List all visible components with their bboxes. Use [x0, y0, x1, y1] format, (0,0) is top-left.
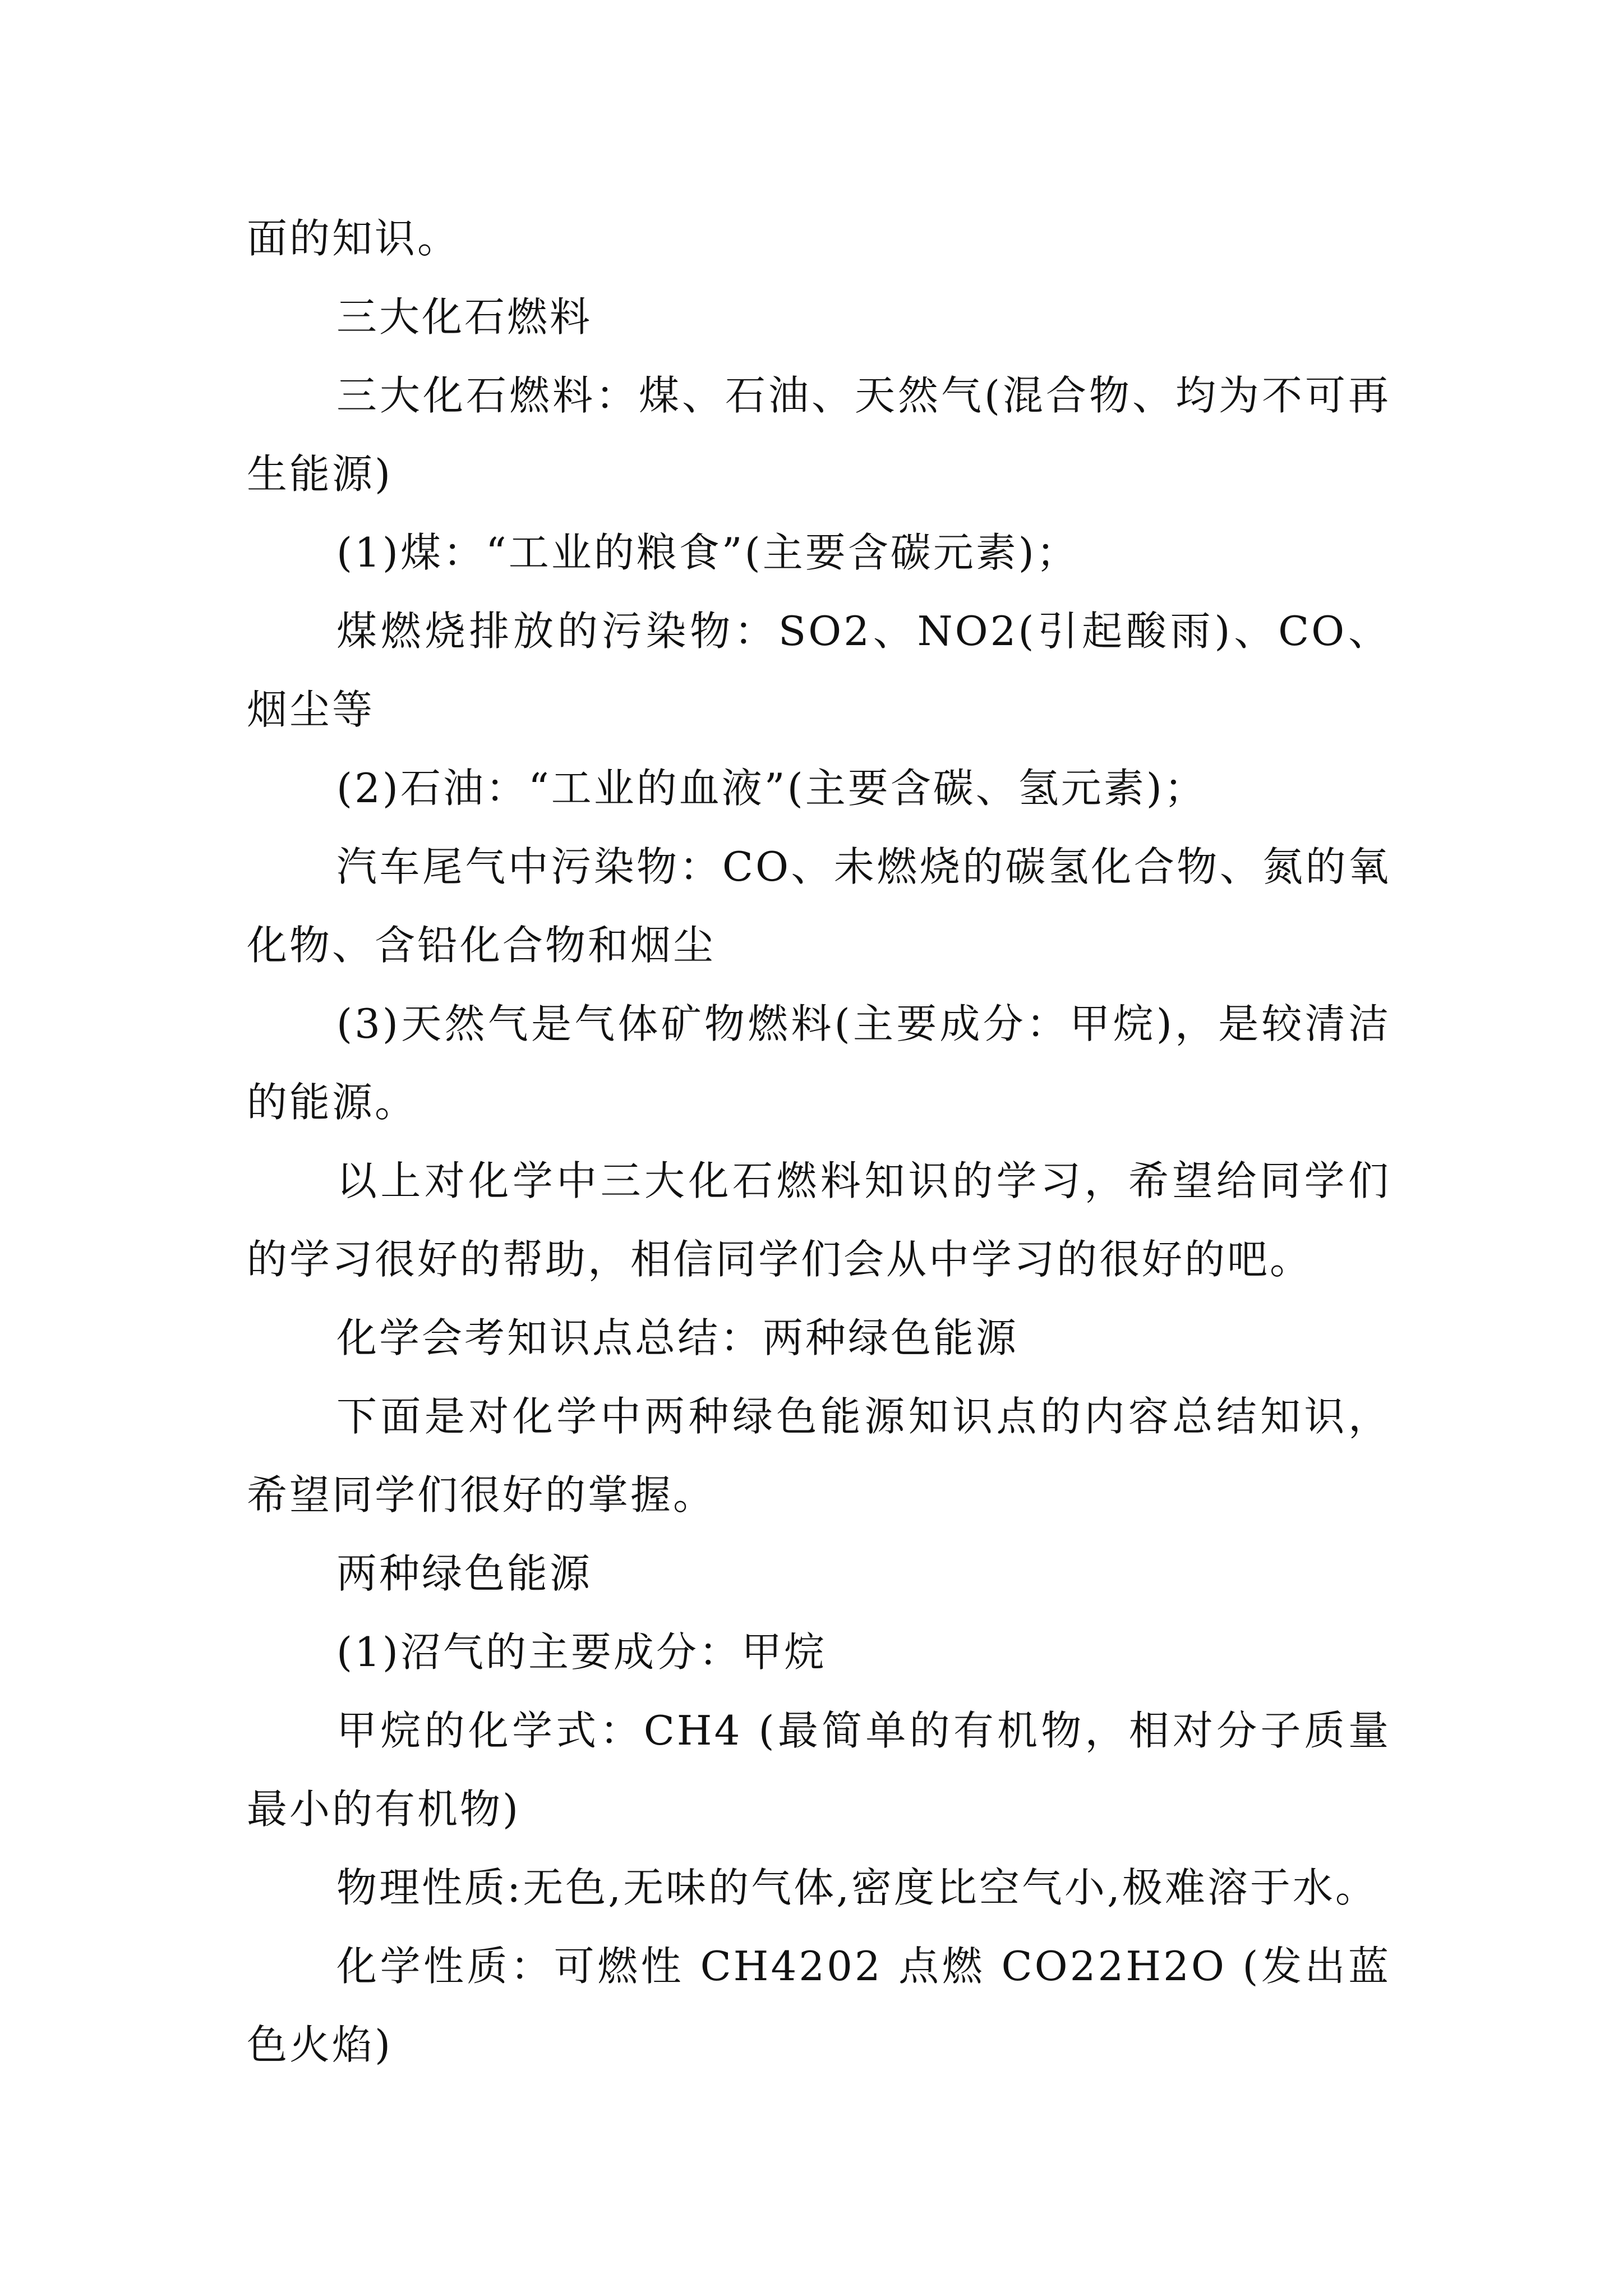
paragraph-coal: (1)煤：“工业的粮食”(主要含碳元素)；: [336, 529, 1079, 576]
paragraph-summary: 以上对化学中三大化石燃料知识的学习，希望给同学们的学习很好的帮助，相信同学们会从中学习的很好的吧。: [247, 1157, 1391, 1283]
document-page: [247, 199, 1391, 2084]
paragraph-physical-properties: 物理性质:无色,无味的气体,密度比空气小,极难溶于水。: [336, 1864, 1378, 1911]
paragraph-petroleum: (2)石油：“工业的血液”(主要含碳、氢元素)；: [336, 765, 1207, 812]
paragraph-green-energy-intro: 下面是对化学中两种绿色能源知识点的内容总结知识，希望同学们很好的掌握。: [247, 1393, 1391, 1519]
paragraph-methane-formula: 甲烷的化学式：CH4 (最简单的有机物，相对分子质量最小的有机物): [247, 1707, 1391, 1833]
paragraph-fossil-fuels-list: 三大化石燃料：煤、石油、天然气(混合物、均为不可再生能源): [247, 372, 1391, 498]
paragraph-continuation: 面的知识。: [247, 215, 460, 262]
paragraph-natural-gas: (3)天然气是气体矿物燃料(主要成分：甲烷)，是较清洁的能源。: [247, 1000, 1391, 1126]
section-heading-fossil-fuels: 三大化石燃料: [336, 293, 593, 341]
section-heading-green-energy: 化学会考知识点总结：两种绿色能源: [336, 1314, 1019, 1361]
paragraph-exhaust-pollutants: 汽车尾气中污染物：CO、未燃烧的碳氢化合物、氮的氧化物、含铅化合物和烟尘: [247, 843, 1391, 969]
paragraph-chemical-properties: 化学性质：可燃性 CH4202 点燃 CO22H2O (发出蓝色火焰): [247, 1943, 1391, 2068]
paragraph-biogas: (1)沼气的主要成分：甲烷: [336, 1628, 827, 1676]
paragraph-coal-pollutants: 煤燃烧排放的污染物：SO2、NO2(引起酸雨)、CO、烟尘等: [247, 608, 1391, 733]
subheading-green-energy: 两种绿色能源: [336, 1550, 593, 1597]
